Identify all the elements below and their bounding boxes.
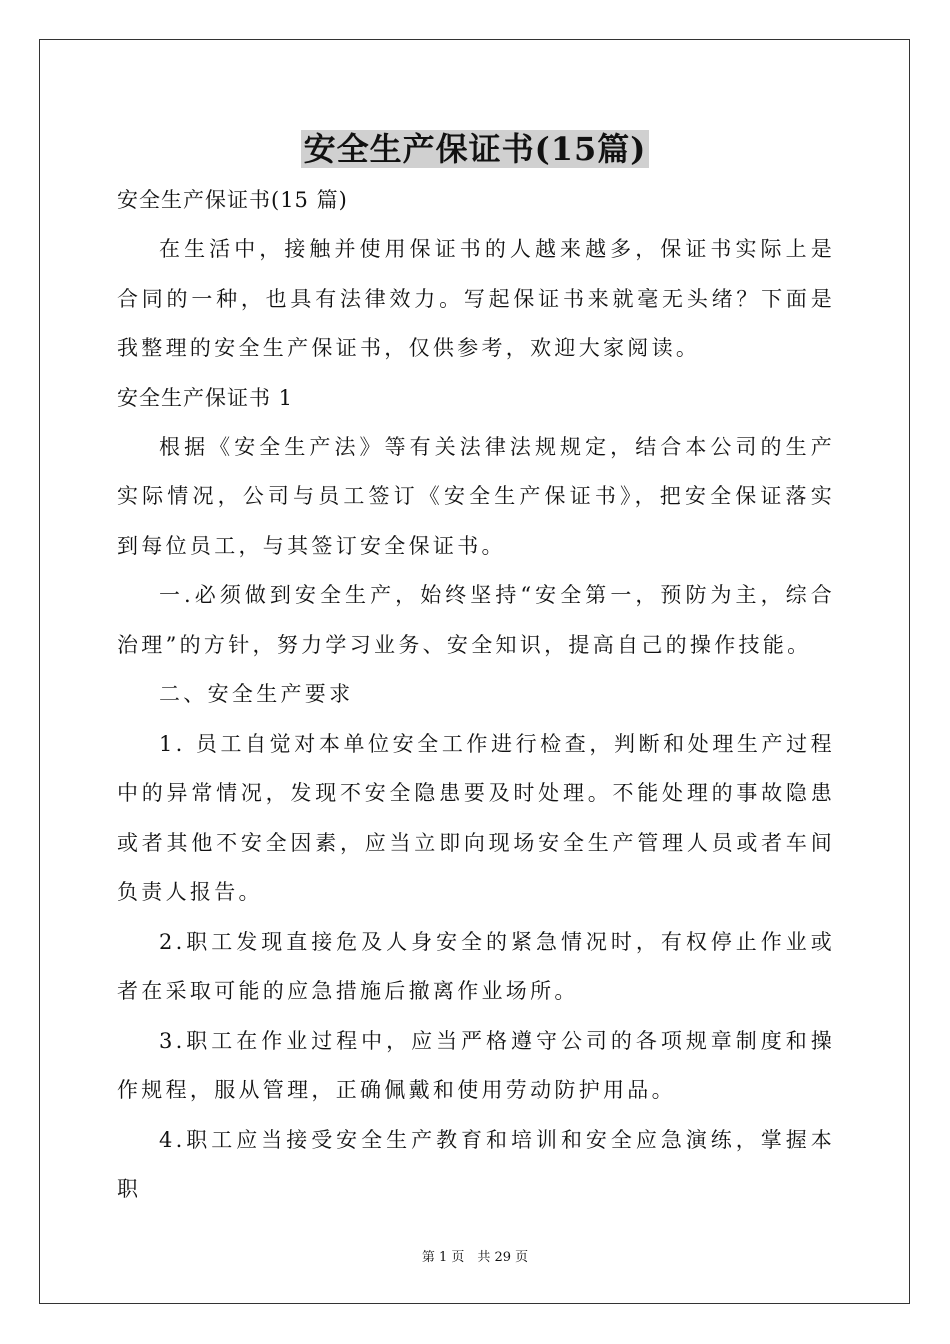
body-paragraph: 2.职工发现直接危及人身安全的紧急情况时，有权停止作业或者在采取可能的应急措施后撤离作业场所。: [117, 929, 835, 1003]
intro-paragraph: 在生活中，接触并使用保证书的人越来越多，保证书实际上是合同的一种，也具有法律效力。写起保证书来就毫无头绪？下面是我整理的安全生产保证书，仅供参考，欢迎大家阅读。: [117, 237, 835, 360]
subsection-heading: 二、安全生产要求: [159, 682, 354, 706]
document-title: [0, 128, 950, 170]
body-paragraph: 3.职工在作业过程中，应当严格遵守公司的各项规章制度和操作规程，服从管理，正确佩戴和使用劳动防护用品。: [117, 1028, 835, 1102]
document-body: [117, 176, 835, 1215]
section-heading: 安全生产保证书 1: [117, 385, 294, 410]
document-subtitle: 安全生产保证书(15 篇): [117, 188, 348, 212]
body-paragraph: 一.必须做到安全生产，始终坚持“安全第一，预防为主，综合治理”的方针，努力学习业务、安全知识，提高自己的操作技能。: [117, 583, 835, 657]
document-title-text: 安全生产保证书(15篇): [301, 130, 650, 168]
body-paragraph: 根据《安全生产法》等有关法律法规规定，结合本公司的生产实际情况，公司与员工签订《安全生产保证书》，把安全保证落实到每位员工，与其签订安全保证书。: [117, 434, 835, 558]
page-footer: 第 1 页 共 29 页: [421, 1250, 529, 1265]
body-paragraph: 4.职工应当接受安全生产教育和培训和安全应急演练，掌握本职: [117, 1127, 835, 1201]
body-paragraph: 1. 员工自觉对本单位安全工作进行检查，判断和处理生产过程中的异常情况，发现不安全隐患要及时处理。不能处理的事故隐患或者其他不安全因素，应当立即向现场安全生产管理人员或者车间负责人报告。: [117, 731, 835, 904]
